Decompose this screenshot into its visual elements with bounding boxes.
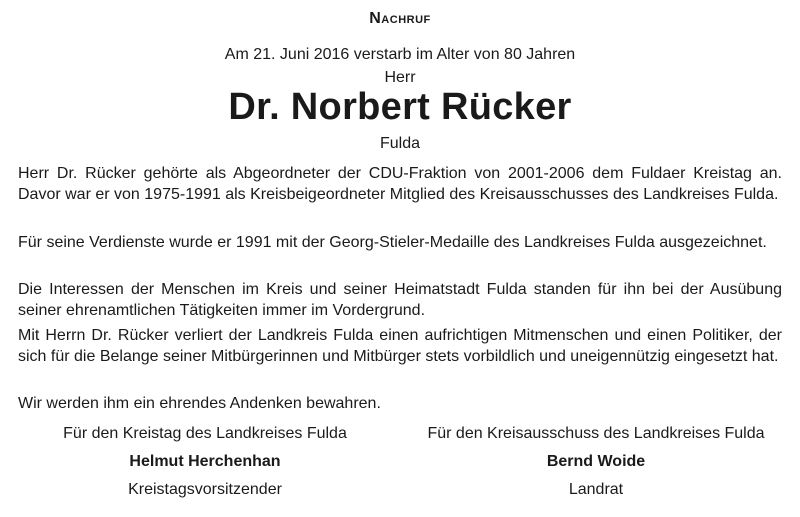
signatory-name: Bernd Woide (546, 453, 646, 470)
paragraph-award: Für seine Verdienste wurde er 1991 mit der Georg-Stieler-Medaille des Landkreises Fulda ausgezeichnet. (18, 234, 767, 251)
signatory-role: Landrat (568, 481, 624, 498)
signatory-body: Für den Kreistag des Landkreises Fulda (63, 425, 347, 442)
signatory-name: Helmut Herchenhan (129, 453, 281, 470)
signatory-body: Für den Kreisausschuss des Landkreises Fulda (427, 425, 765, 442)
death-date-line: Am 21. Juni 2016 verstarb im Alter von 80 Jahren (224, 46, 576, 63)
place: Fulda (379, 135, 421, 152)
signatory-kreistag (5, 425, 405, 499)
signatory-kreisausschuss (396, 425, 796, 499)
salutation: Herr (384, 69, 416, 86)
deceased-name: Dr. Norbert Rücker (228, 86, 572, 128)
paragraph-tribute: Mit Herrn Dr. Rücker verliert der Landkreis Fulda einen aufrichtigen Mitmenschen und einen Politiker, der sich für die Belange seiner Mitbürgerinnen und Mitbürger stets vorbildlich und uneigennützig eingesetzt hat. (18, 327, 782, 365)
paragraph-closing: Wir werden ihm ein ehrendes Andenken bewahren. (18, 395, 381, 412)
paragraph-interests: Die Interessen der Menschen im Kreis und seiner Heimatstadt Fulda standen für ihn bei der Ausübung seiner ehrenamtlichen Tätigkeiten immer im Vordergrund. (18, 281, 782, 319)
notice-heading: Nachruf (369, 10, 431, 27)
signatory-role: Kreistagsvorsitzender (128, 481, 282, 498)
paragraph-career: Herr Dr. Rücker gehörte als Abgeordneter der CDU-Fraktion von 2001-2006 dem Fuldaer Kreistag an. Davor war er von 1975-1991 als Kreisbeigeordneter Mitglied des Kreisausschusses des Landkreises Fulda. (18, 165, 782, 203)
